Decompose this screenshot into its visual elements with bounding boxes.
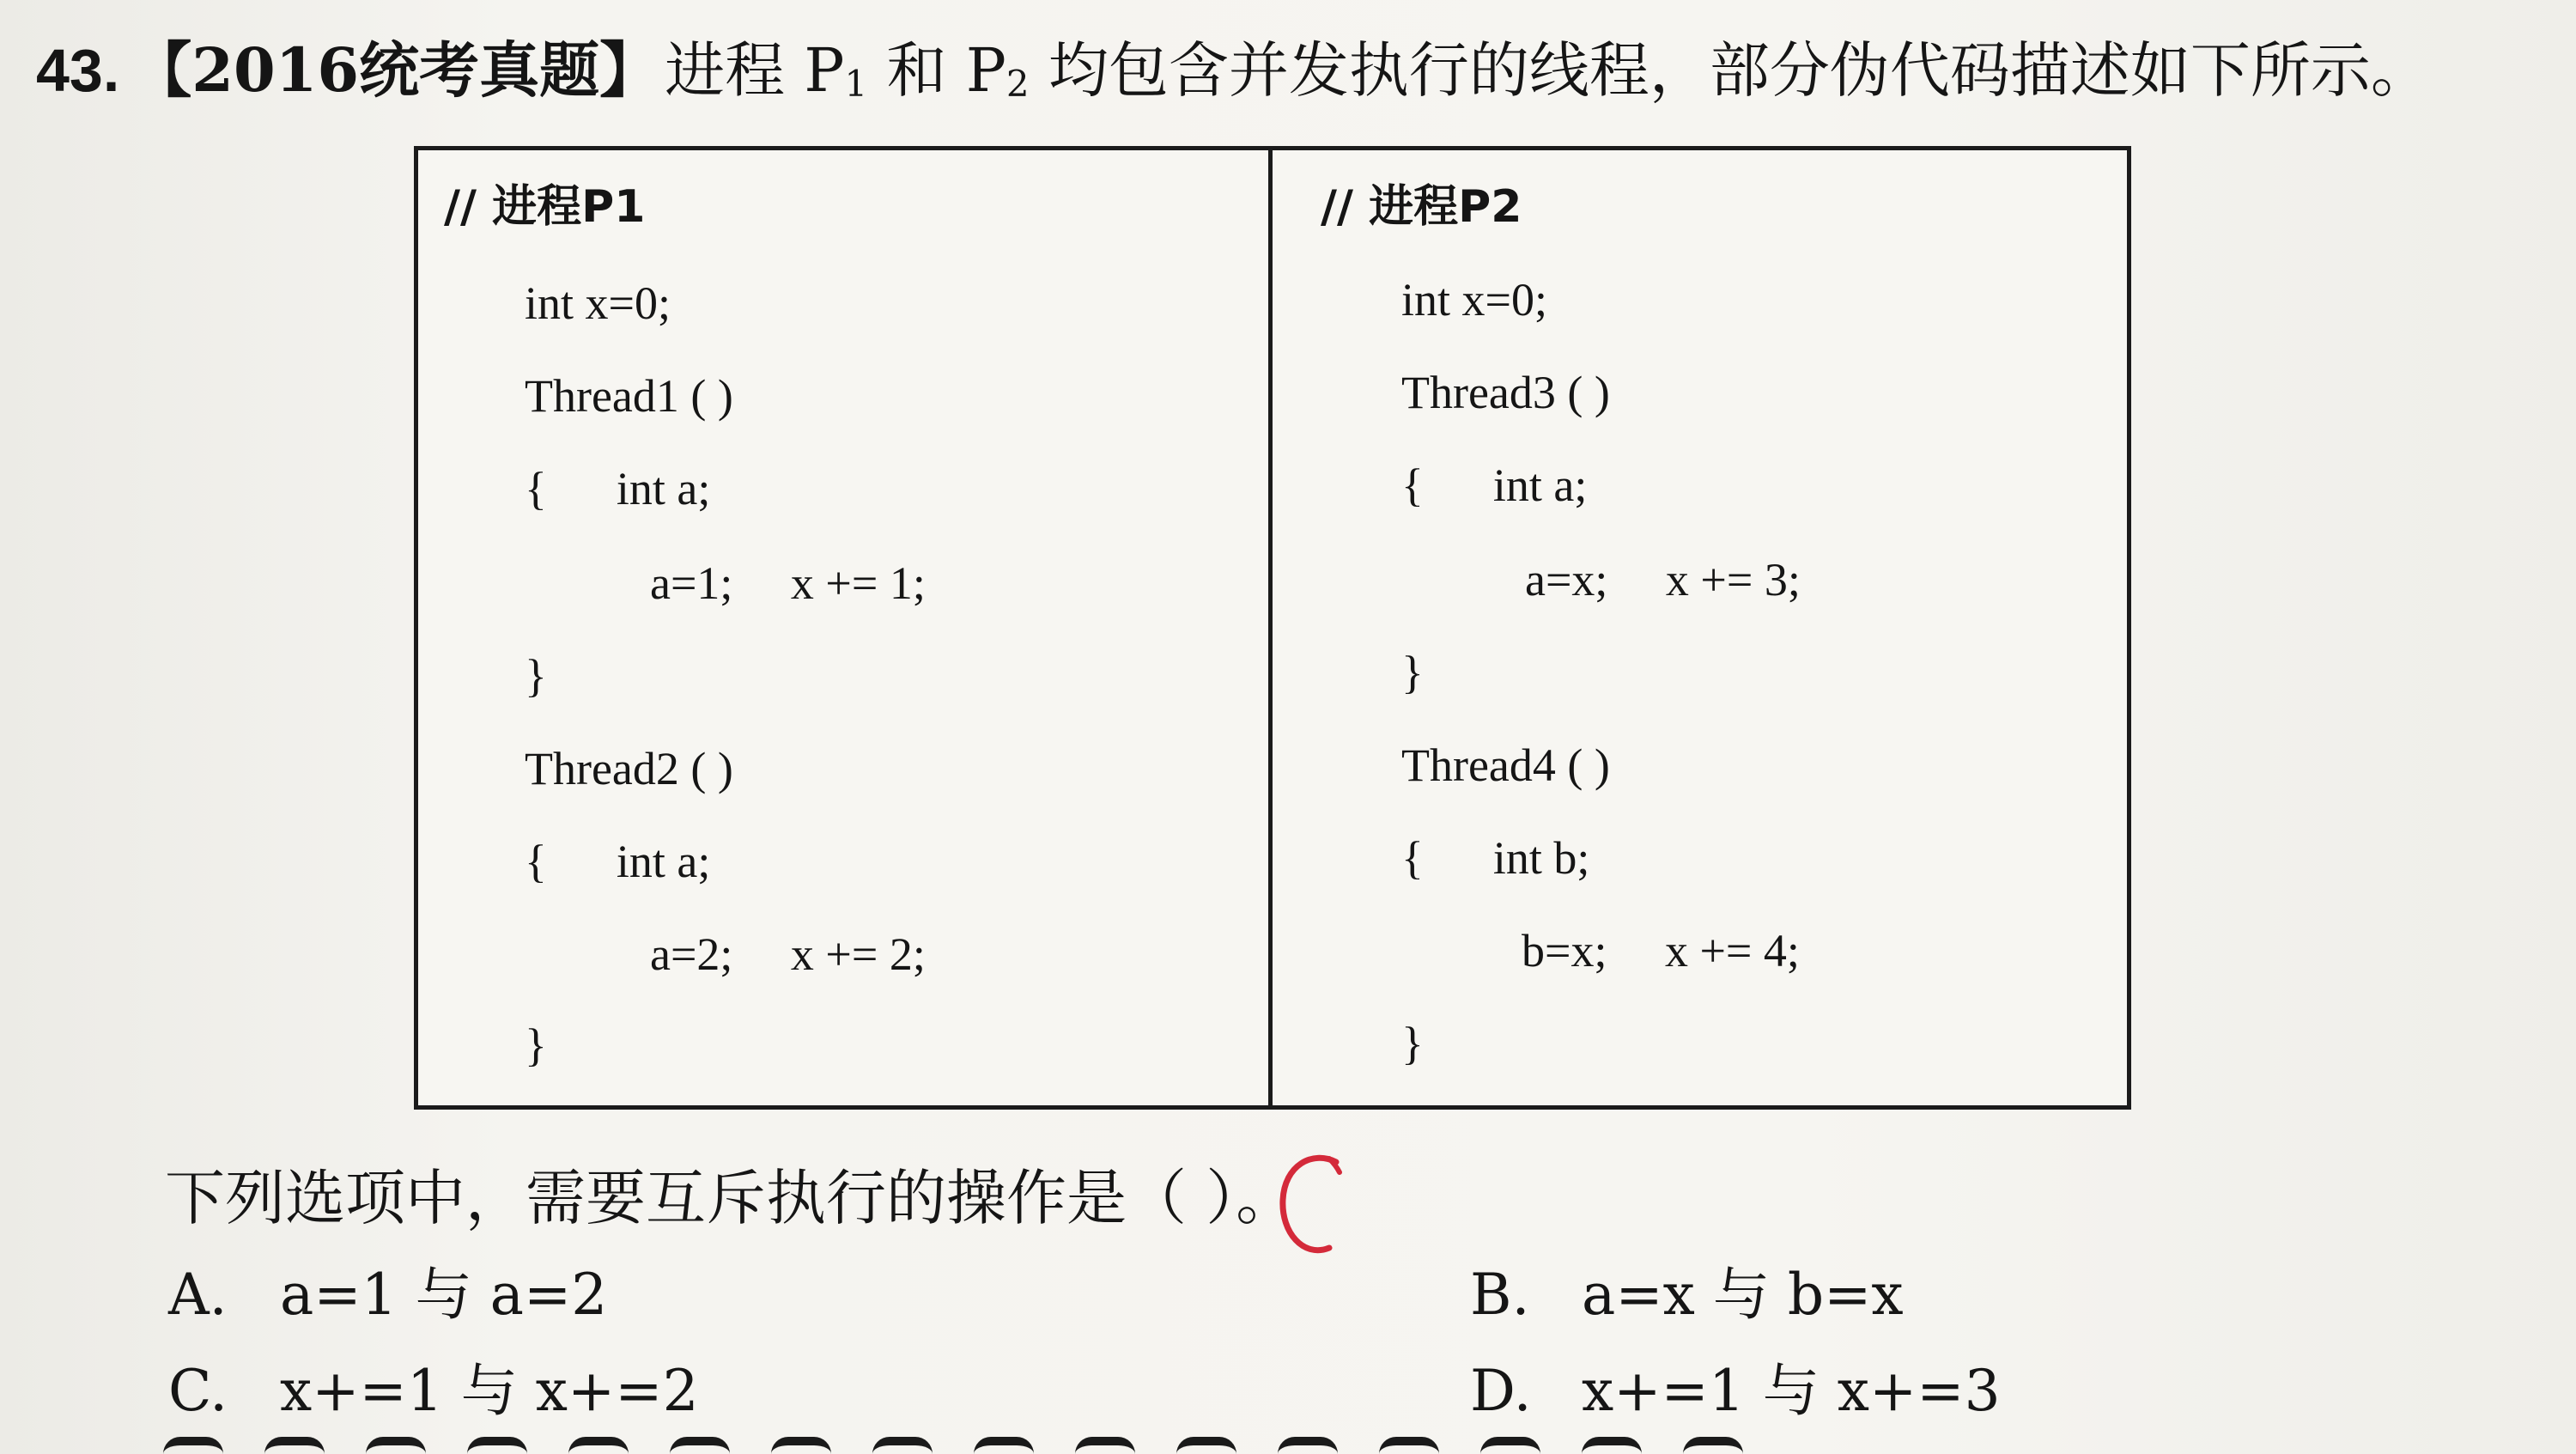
option-a-key: A. xyxy=(168,1262,228,1328)
p2-line-7: { int b; xyxy=(1401,832,1590,884)
question-source: 【2016统考真题】 xyxy=(131,34,660,106)
cut-glyph xyxy=(771,1437,831,1454)
cut-glyph xyxy=(872,1437,933,1454)
code-table xyxy=(414,146,2131,1110)
p2-line-5: } xyxy=(1401,647,1424,698)
option-c-text: x+=1 与 x+=2 xyxy=(280,1358,699,1424)
cut-glyph xyxy=(1683,1437,1743,1454)
cut-glyph xyxy=(264,1437,325,1454)
cut-glyph xyxy=(1075,1437,1135,1454)
option-b-key: B. xyxy=(1470,1262,1530,1328)
p1-line-7: { int a; xyxy=(525,836,711,887)
stem-subscript-1: 1 xyxy=(844,63,868,105)
cut-glyph xyxy=(163,1437,223,1454)
p2-line-6: Thread4 ( ) xyxy=(1401,739,1610,791)
p2-line-9: } xyxy=(1401,1018,1424,1069)
cut-glyph xyxy=(366,1437,426,1454)
stem-part-2: 和 P xyxy=(867,35,1006,106)
option-b[interactable] xyxy=(1470,1252,1904,1338)
question-header xyxy=(36,19,2552,122)
p1-line-5: } xyxy=(525,650,547,702)
p1-comment: // 进程P1 xyxy=(444,181,646,233)
p1-line-2: Thread1 ( ) xyxy=(525,370,733,422)
p1-line-9: } xyxy=(525,1019,547,1071)
cut-glyph xyxy=(1278,1437,1338,1454)
cut-glyph xyxy=(974,1437,1034,1454)
p1-line-1: int x=0; xyxy=(525,277,671,329)
handwritten-answer-mark xyxy=(1269,1147,1355,1267)
p2-line-3: { int a; xyxy=(1401,459,1588,511)
cropped-next-line xyxy=(163,1437,2224,1454)
question-number: 43. xyxy=(36,37,120,104)
option-a[interactable] xyxy=(168,1252,607,1338)
p2-line-4: a=x; x += 3; xyxy=(1525,554,1801,605)
process-p1-column xyxy=(418,150,1273,1105)
cut-glyph xyxy=(1379,1437,1439,1454)
cut-glyph xyxy=(568,1437,629,1454)
option-b-text: a=x 与 b=x xyxy=(1582,1262,1904,1328)
stem-subscript-2: 2 xyxy=(1005,63,1030,105)
cut-glyph xyxy=(670,1437,730,1454)
option-d[interactable] xyxy=(1470,1348,2001,1434)
cut-glyph xyxy=(1480,1437,1540,1454)
option-a-text: a=1 与 a=2 xyxy=(280,1262,608,1328)
stem-part-1: 进程 P xyxy=(665,35,845,106)
question-prompt: 下列选项中，需要互斥执行的操作是（ ）。 xyxy=(165,1163,1297,1233)
option-d-key: D. xyxy=(1470,1358,1532,1424)
p2-line-8: b=x; x += 4; xyxy=(1522,925,1800,976)
cut-glyph xyxy=(1582,1437,1642,1454)
option-d-text: x+=1 与 x+=3 xyxy=(1582,1358,2001,1424)
p1-line-4: a=1; x += 1; xyxy=(650,557,926,609)
process-p2-column xyxy=(1273,150,2127,1105)
cut-glyph xyxy=(467,1437,527,1454)
question-stem xyxy=(665,35,2431,106)
p2-line-2: Thread3 ( ) xyxy=(1401,367,1610,418)
option-c-key: C. xyxy=(168,1358,228,1424)
p2-line-1: int x=0; xyxy=(1401,274,1547,325)
stem-part-3: 均包含并发执行的线程，部分伪代码描述如下所示。 xyxy=(1029,35,2431,106)
p1-line-8: a=2; x += 2; xyxy=(650,928,926,980)
cut-glyph xyxy=(1176,1437,1236,1454)
option-c[interactable] xyxy=(168,1348,699,1434)
p1-line-3: { int a; xyxy=(525,463,711,514)
p2-comment: // 进程P2 xyxy=(1321,181,1522,233)
p1-line-6: Thread2 ( ) xyxy=(525,743,733,794)
